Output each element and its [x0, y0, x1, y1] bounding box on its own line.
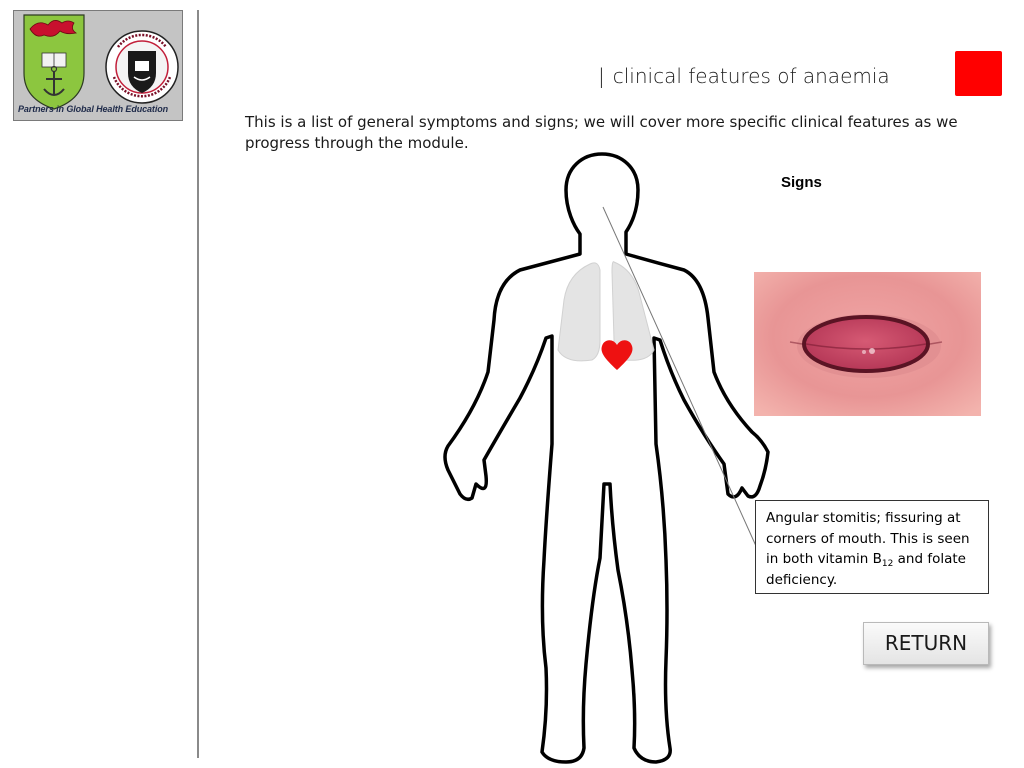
signs-heading: Signs — [781, 174, 822, 191]
intro-paragraph: This is a list of general symptoms and signs; we will cover more specific clinical features as we progress through the module. — [245, 113, 958, 152]
title-text: clinical features of anaemia — [612, 64, 890, 88]
return-button[interactable]: RETURN — [863, 622, 989, 665]
caption-box — [755, 500, 989, 594]
caption-text: Angular stomitis; fissuring at corners of mouth. This is seen in both vitamin B — [766, 510, 970, 567]
title-separator: | — [598, 64, 605, 88]
partners-caption: Partners in Global Health Education — [18, 104, 169, 114]
caption-subscript: 12 — [881, 559, 894, 569]
human-body-outline — [445, 154, 768, 762]
caption-text-end: and folate deficiency. — [766, 551, 966, 588]
angular-stomatitis-photo — [754, 272, 981, 416]
